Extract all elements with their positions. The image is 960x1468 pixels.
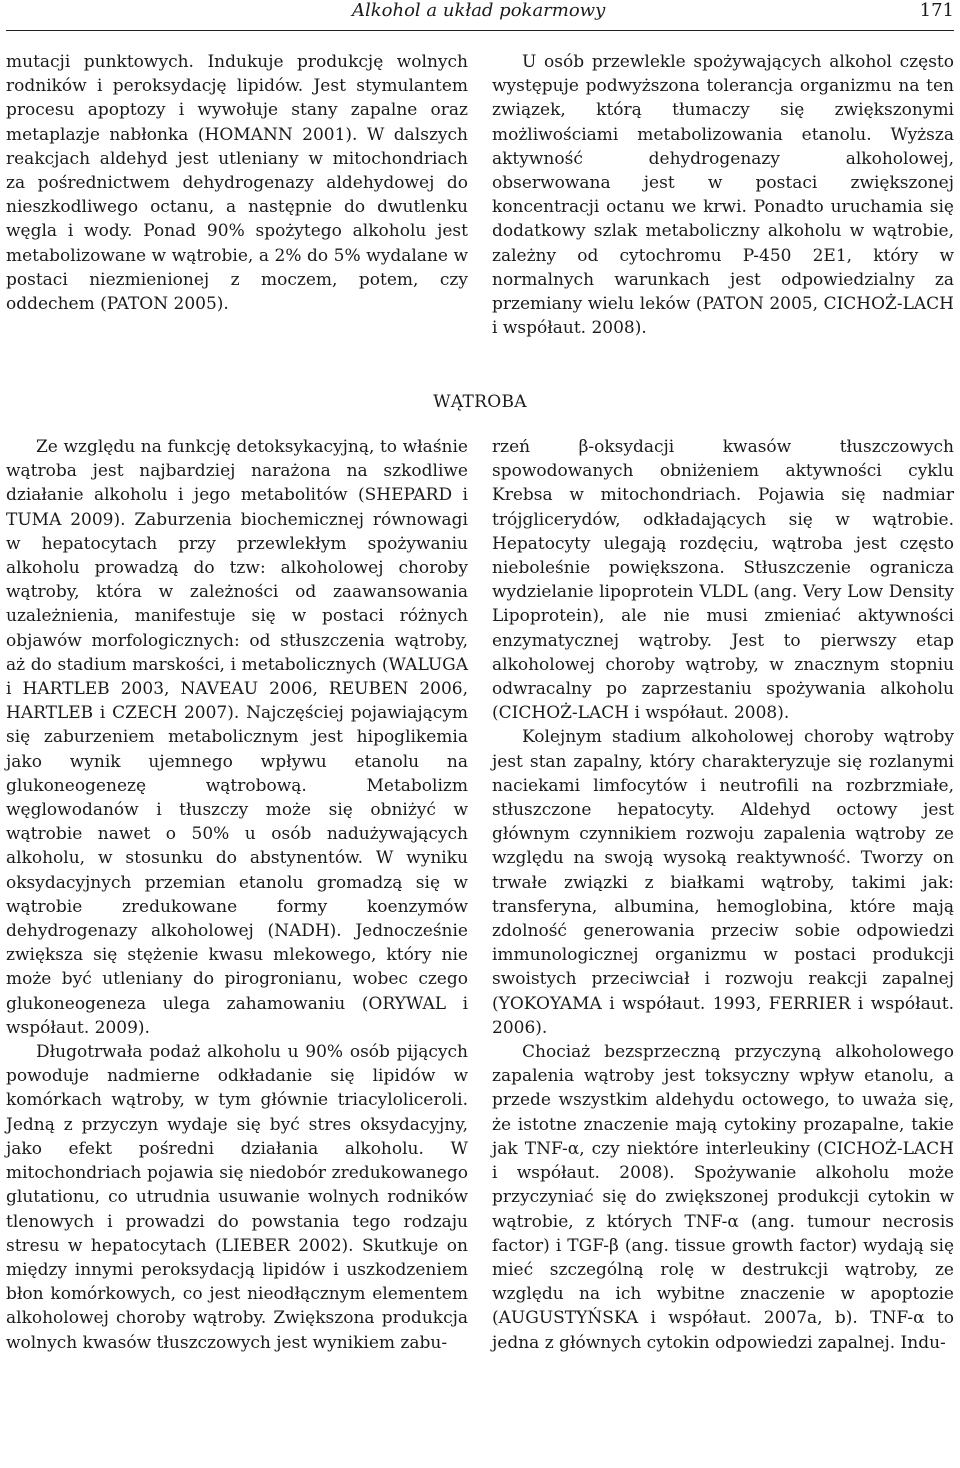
page-number: 171: [919, 0, 954, 21]
bottom-left-column: [6, 435, 468, 1355]
header-rule: [6, 30, 954, 31]
top-left-column: [6, 50, 468, 316]
paragraph: Chociaż bezsprzeczną przyczyną alkoholowego zapalenia wątroby jest toksyczny wpływ etanolu, a przede wszystkim aldehydu octowego, to uważa się, że istotne znaczenie mają cytokiny prozapalne, takie jak TNF-α, czy niektóre interleukiny (CICHOŻ-LACH i współaut. 2008). Spożywanie alkoholu może przyczyniać się do zwiększonej produkcji cytokin w wątrobie, z których TNF-α (ang. tumour necrosis factor) i TGF-β (ang. tissue growth factor) wydają się mieć szczególną rolę w destrukcji wątroby, ze względu na ich wybitne znaczenie w apoptozie (AUGUSTYŃSKA i współaut. 2007a, b). TNF-α to jedna z głównych cytokin odpowiedzi zapalnej. Indu-: [492, 1042, 954, 1353]
paragraph: Długotrwała podaż alkoholu u 90% osób pijących powoduje nadmierne odkładanie się lipidów w komórkach wątroby, w tym głównie triacyloliceroli. Jedną z przyczyn wydaje się być stres oksydacyjny, jako efekt pośredni działania alkoholu. W mitochondriach pojawia się niedobór zredukowanego glutationu, co utrudnia usuwanie wolnych rodników tlenowych i prowadzi do powstania tego rodzaju stresu w hepatocytach (LIEBER 2002). Skutkuje on między innymi peroksydacją lipidów i uszkodzeniem błon komórkowych, co jest nieodłącznym elementem alkoholowej choroby wątroby. Zwiększona produkcja wolnych kwasów tłuszczowych jest wynikiem zabu-: [6, 1042, 468, 1353]
paragraph: mutacji punktowych. Indukuje produkcję wolnych rodników i peroksydację lipidów. Jest stymulantem procesu apoptozy i wywołuje stany zapalne oraz metaplazje nabłonka (HOMANN 2001). W dalszych reakcjach aldehyd jest utleniany w mitochondriach za pośrednictwem dehydrogenazy aldehydowej do nieszkodliwego octanu, a następnie do dwutlenku węgla i wody. Ponad 90% spożytego alkoholu jest metabolizowane w wątrobie, a 2% do 5% wydalane w postaci niezmienionej z moczem, potem, czy oddechem (PATON 2005).: [6, 52, 468, 315]
section-heading: WĄTROBA: [433, 392, 527, 412]
paragraph: U osób przewlekle spożywających alkohol często występuje podwyższona tolerancja organizmu na ten związek, którą tłumaczy się zwiększonymi możliwościami metabolizowania etanolu. Wyższa aktywność dehydrogenazy alkoholowej, obserwowana jest w postaci zwiększonej koncentracji octanu we krwi. Ponadto uruchamia się dodatkowy szlak metaboliczny alkoholu w wątrobie, zależny od cytochromu P-450 2E1, który w normalnych warunkach jest odpowiedzialny za przemiany wielu leków (PATON 2005, CICHOŻ-LACH i współaut. 2008).: [492, 52, 954, 339]
paragraph: rzeń β-oksydacji kwasów tłuszczowych spowodowanych obniżeniem aktywności cyklu Krebsa w mitochondriach. Pojawia się nadmiar trójglicerydów, odkładających się w wątrobie. Hepatocyty ulegają rozdęciu, wątroba jest często nieboleśnie powiększona. Stłuszczenie ogranicza wydzielanie lipoprotein VLDL (ang. Very Low Density Lipoprotein), ale nie musi zmieniać aktywności enzymatycznej wątroby. Jest to pierwszy etap alkoholowej choroby wątroby, w znacznym stopniu odwracalny po zaprzestaniu spożywania alkoholu (CICHOŻ-LACH i współaut. 2008).: [492, 437, 954, 724]
paragraph: Ze względu na funkcję detoksykacyjną, to właśnie wątroba jest najbardziej narażona na szkodliwe działanie alkoholu i jego metabolitów (SHEPARD i TUMA 2009). Zaburzenia biochemicznej równowagi w hepatocytach przy przewlekłym spożywaniu alkoholu prowadzą do tzw: alkoholowej choroby wątroby, która w zależności od zaawansowania uzależnienia, manifestuje się w postaci różnych objawów morfologicznych: od stłuszczenia wątroby, aż do stadium marskości, i metabolicznych (WALUGA i HARTLEB 2003, NAVEAU 2006, REUBEN 2006, HARTLEB i CZECH 2007). Najczęściej pojawiającym się zaburzeniem metabolicznym jest hipoglikemia jako wynik ujemnego wpływu etanolu na glukoneogenezę wątrobową. Metabolizm węglowodanów i tłuszczy może się obniżyć w wątrobie nawet o 50% u osób nadużywających alkoholu, w stosunku do abstynentów. W wyniku oksydacyjnych przemian etanolu gromadzą się w wątrobie zredukowane formy koenzymów dehydrogenazy alkoholowej (NADH). Jednocześnie zwiększa się stężenie kwasu mlekowego, który nie może być utleniany do pirogronianu, wobec czego glukoneogeneza ulega zahamowaniu (ORYWAL i współaut. 2009).: [6, 437, 468, 1038]
top-right-column: [492, 50, 954, 340]
paragraph: Kolejnym stadium alkoholowej choroby wątroby jest stan zapalny, który charakteryzuje się rozlanymi naciekami limfocytów i neutrofili na rozbrzmiałe, stłuszczone hepatocyty. Aldehyd octowy jest głównym czynnikiem rozwoju zapalenia wątroby ze względu na swoją wysoką reaktywność. Tworzy on trwałe związki z białkami wątroby, takimi jak: transferyna, albumina, hemoglobina, które mają zdolność generowania przeciw sobie odpowiedzi immunologicznej organizmu w postaci produkcji swoistych przeciwciał i rozwoju reakcji zapalnej (YOKOYAMA i współaut. 1993, FERRIER i współaut. 2006).: [492, 727, 954, 1038]
page-header: [0, 0, 960, 34]
bottom-right-column: [492, 435, 954, 1355]
running-title: Alkohol a układ pokarmowy: [352, 0, 606, 21]
